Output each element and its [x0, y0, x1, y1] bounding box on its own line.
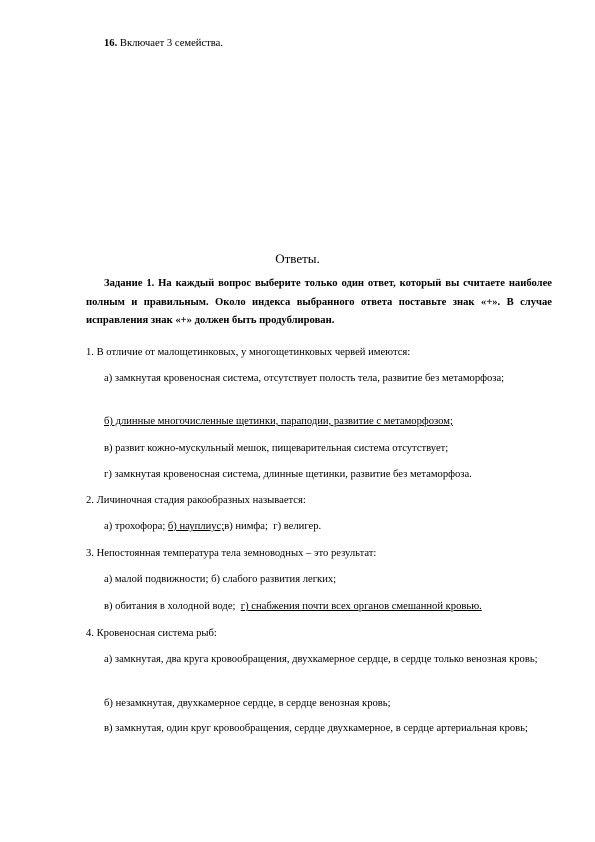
- q3-question: 3. Непостоянная температура тела земноводных – это результат:: [86, 548, 377, 559]
- q2-question: 2. Личиночная стадия ракообразных называется:: [86, 495, 306, 506]
- answers-title: Ответы.: [275, 251, 320, 266]
- q4-option-b: б) незамкнутая, двухкамерное сердце, в сердце венозная кровь;: [104, 698, 391, 709]
- q1-option-b: б) длинные многочисленные щетинки, параподии, развитие с метаморфозом;: [104, 416, 453, 427]
- q2-option-a: а) трохофора;: [104, 521, 166, 532]
- item-16-text: Включает 3 семейства.: [119, 38, 224, 49]
- q1-question: 1. В отличие от малощетинковых, у многощетинковых червей имеются:: [86, 347, 411, 358]
- item-16: [104, 37, 223, 51]
- task-label: Задание 1.: [104, 278, 155, 289]
- q2-option-g: г) велигер.: [273, 521, 322, 532]
- q3-options-vg: [104, 600, 482, 614]
- q2-option-b: б) науплиус;: [167, 521, 225, 532]
- q1-option-g: г) замкнутая кровеносная система, длинные щетинки, развитие без метаморфоза.: [104, 469, 472, 480]
- task-text: На каждый вопрос выберите только один ответ, который вы считаете наиболее полным и правильным. Около индекса выбранного ответа поставьте знак «+». В случае исправления знак «+» должен быть продублирован.: [86, 278, 552, 326]
- task-description: [86, 275, 552, 331]
- q3-option-v: в) обитания в холодной воде;: [104, 601, 236, 612]
- q4-question: 4. Кровеносная система рыб:: [86, 628, 217, 639]
- q4-option-v: в) замкнутая, один круг кровообращения, сердце двухкамерное, в сердце артериальная кровь;: [104, 723, 528, 734]
- item-16-number: 16.: [104, 38, 118, 49]
- q4-option-a: а) замкнутая, два круга кровообращения, двухкамерное сердце, в сердце только венозная кровь;: [104, 654, 538, 665]
- q2-option-v: в) нимфа;: [224, 521, 268, 532]
- q1-option-a: а) замкнутая кровеносная система, отсутствует полость тела, развитие без метаморфоза;: [104, 373, 505, 384]
- q1-option-v: в) развит кожно-мускульный мешок, пищеварительная система отсутствует;: [104, 443, 449, 454]
- q2-options: [104, 520, 321, 534]
- q3-option-ab: а) малой подвижности; б) слабого развития легких;: [104, 574, 337, 585]
- q3-option-g: г) снабжения почти всех органов смешанной кровью.: [240, 601, 482, 612]
